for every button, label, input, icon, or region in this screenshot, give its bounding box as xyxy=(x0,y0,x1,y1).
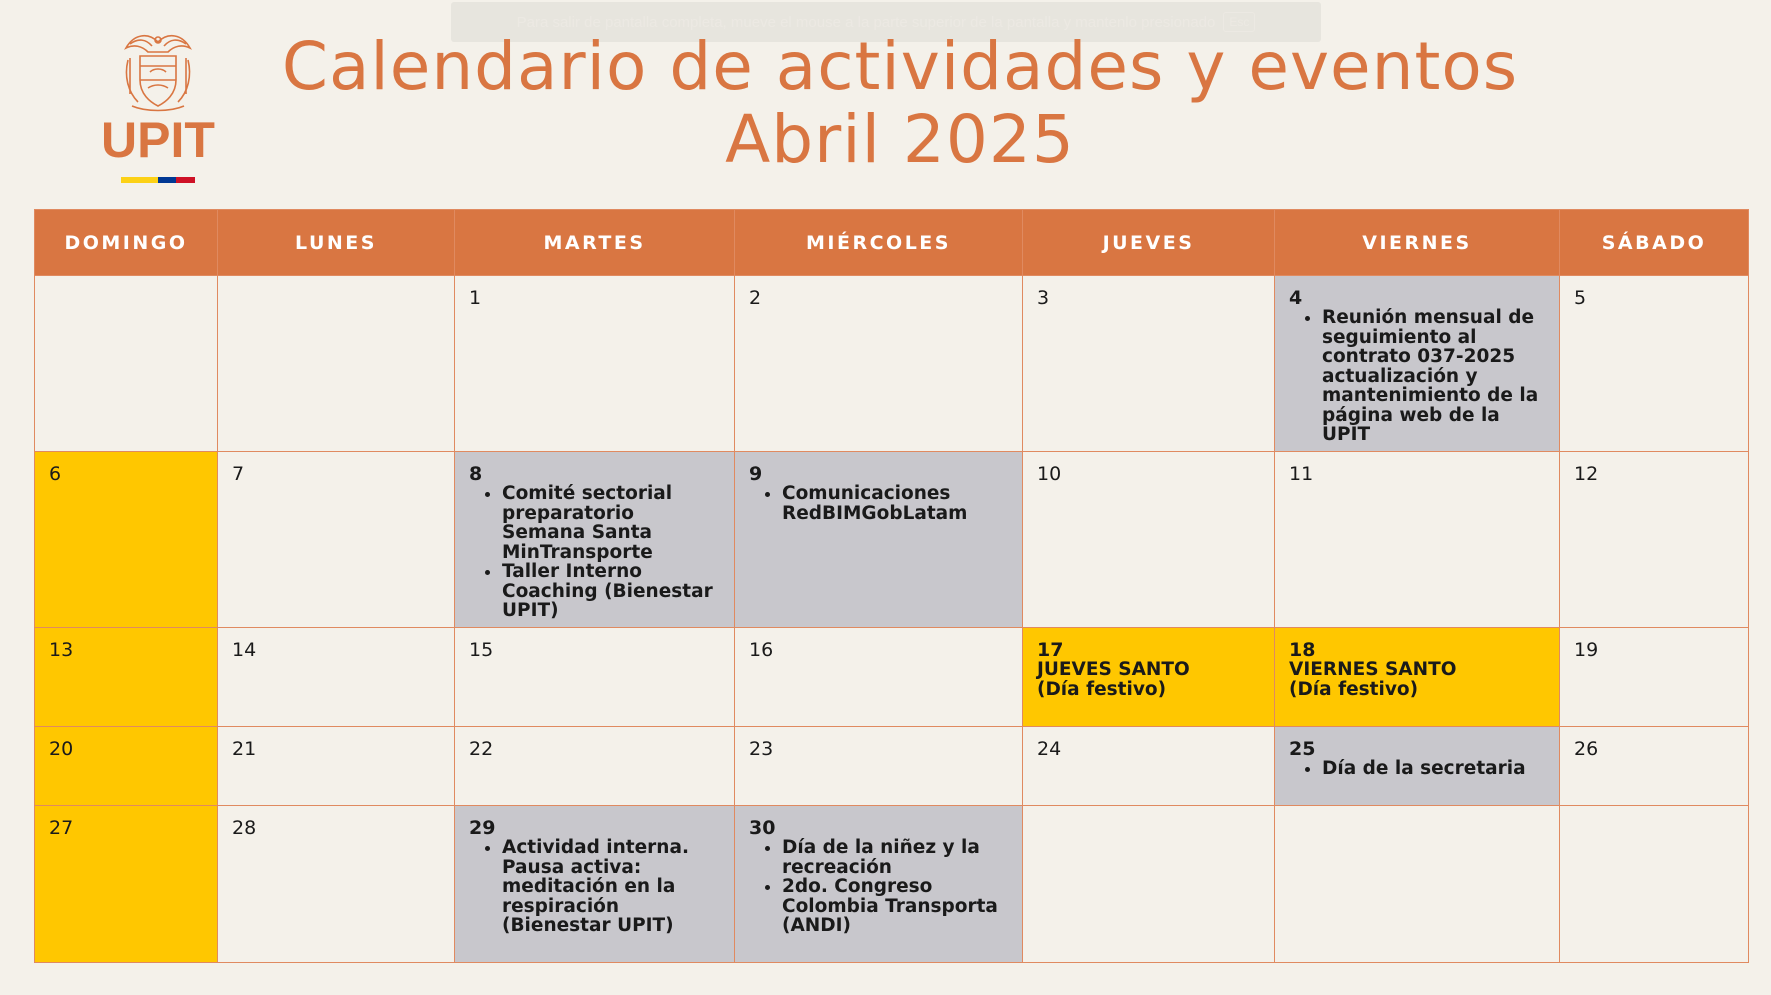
esc-key-hint: Esc xyxy=(1223,12,1255,32)
weekday-header: SÁBADO xyxy=(1560,210,1749,276)
weekday-header: DOMINGO xyxy=(35,210,218,276)
event-list xyxy=(1289,759,1547,779)
day-cell xyxy=(1560,276,1749,452)
sunday-cell xyxy=(35,806,218,963)
event-list xyxy=(749,484,1010,523)
colombia-coat-of-arms-icon xyxy=(120,30,196,112)
day-number: 7 xyxy=(232,463,245,485)
day-number: 23 xyxy=(749,738,774,760)
day-cell-event xyxy=(455,806,735,963)
fullscreen-notice-text: Para salir de pantalla completa, mueve el mouse a la parte superior de la pantalla y mantenlo presionado xyxy=(516,13,1216,31)
day-number: 3 xyxy=(1037,287,1050,309)
page-title xyxy=(200,30,1600,176)
title-line-2: Abril 2025 xyxy=(725,101,1075,178)
event-item: • Actividad interna. Pausa activa: meditación en la respiración (Bienestar UPIT) xyxy=(502,838,722,936)
day-cell xyxy=(1560,727,1749,806)
empty-day-cell xyxy=(1560,806,1749,963)
day-number: 20 xyxy=(49,738,74,760)
event-item: • Comunicaciones RedBIMGobLatam xyxy=(782,484,1010,523)
day-number: 2 xyxy=(749,287,762,309)
event-list xyxy=(749,838,1010,936)
holiday-note: (Día festivo) xyxy=(1037,679,1167,700)
day-cell xyxy=(455,727,735,806)
weekday-header-row xyxy=(35,210,1749,276)
colombia-flag-stripe xyxy=(121,177,195,183)
day-number: 14 xyxy=(232,639,257,661)
holiday-name: VIERNES SANTO xyxy=(1289,659,1457,680)
day-cell-event xyxy=(735,452,1023,628)
title-line-1: Calendario de actividades y eventos xyxy=(281,28,1519,105)
holiday-cell xyxy=(1023,628,1275,727)
day-number: 22 xyxy=(469,738,494,760)
day-cell xyxy=(218,727,455,806)
empty-day-cell xyxy=(1023,806,1275,963)
day-number: 12 xyxy=(1574,463,1599,485)
event-list xyxy=(469,484,722,621)
empty-day-cell xyxy=(35,276,218,452)
holiday-name: JUEVES SANTO xyxy=(1037,659,1190,680)
day-cell xyxy=(1560,628,1749,727)
weekday-header: JUEVES xyxy=(1023,210,1275,276)
event-item: • 2do. Congreso Colombia Transporta (ANDI) xyxy=(782,877,1010,936)
event-item: • Día de la niñez y la recreación xyxy=(782,838,1010,877)
event-item: • Taller Interno Coaching (Bienestar UPIT) xyxy=(502,562,722,621)
event-list xyxy=(469,838,722,936)
day-cell-event xyxy=(735,806,1023,963)
day-number: 29 xyxy=(469,817,496,839)
day-number: 18 xyxy=(1289,639,1316,661)
day-number: 6 xyxy=(49,463,62,485)
holiday-note: (Día festivo) xyxy=(1289,679,1419,700)
week-row xyxy=(35,806,1749,963)
day-cell xyxy=(1023,727,1275,806)
weekday-header: LUNES xyxy=(218,210,455,276)
day-cell-event xyxy=(1275,276,1560,452)
logo-wordmark: UPIT xyxy=(101,112,215,168)
day-number: 4 xyxy=(1289,287,1303,309)
day-number: 11 xyxy=(1289,463,1314,485)
day-cell xyxy=(455,628,735,727)
week-row xyxy=(35,628,1749,727)
day-number: 10 xyxy=(1037,463,1062,485)
day-cell xyxy=(218,452,455,628)
day-number: 25 xyxy=(1289,738,1316,760)
sunday-cell xyxy=(35,727,218,806)
day-cell xyxy=(218,806,455,963)
week-row xyxy=(35,727,1749,806)
day-number: 30 xyxy=(749,817,776,839)
day-number: 13 xyxy=(49,639,74,661)
weekday-header: MIÉRCOLES xyxy=(735,210,1023,276)
day-number: 19 xyxy=(1574,639,1599,661)
day-number: 1 xyxy=(469,287,482,309)
day-cell xyxy=(1023,276,1275,452)
sunday-cell xyxy=(35,628,218,727)
sunday-cell xyxy=(35,452,218,628)
day-number: 24 xyxy=(1037,738,1062,760)
day-number: 15 xyxy=(469,639,494,661)
day-number: 21 xyxy=(232,738,257,760)
day-cell xyxy=(218,628,455,727)
day-cell xyxy=(735,628,1023,727)
weekday-header: MARTES xyxy=(455,210,735,276)
day-cell xyxy=(1560,452,1749,628)
day-cell xyxy=(735,276,1023,452)
day-cell xyxy=(1275,452,1560,628)
day-number: 27 xyxy=(49,817,74,839)
empty-day-cell xyxy=(218,276,455,452)
day-number: 16 xyxy=(749,639,774,661)
day-cell xyxy=(455,276,735,452)
day-cell xyxy=(735,727,1023,806)
calendar-grid xyxy=(34,209,1749,963)
day-number: 28 xyxy=(232,817,257,839)
day-number: 17 xyxy=(1037,639,1064,661)
week-row xyxy=(35,452,1749,628)
event-item: • Reunión mensual de seguimiento al contrato 037-2025 actualización y mantenimiento de la página web de la UPIT xyxy=(1322,308,1547,445)
day-cell-event xyxy=(1275,727,1560,806)
empty-day-cell xyxy=(1275,806,1560,963)
weekday-header: VIERNES xyxy=(1275,210,1560,276)
week-row xyxy=(35,276,1749,452)
event-list xyxy=(1289,308,1547,445)
day-cell-event xyxy=(455,452,735,628)
event-item: • Día de la secretaria xyxy=(1322,759,1547,779)
day-cell xyxy=(1023,452,1275,628)
day-number: 26 xyxy=(1574,738,1599,760)
event-item: • Comité sectorial preparatorio Semana Santa MinTransporte xyxy=(502,484,722,562)
holiday-cell xyxy=(1275,628,1560,727)
day-number: 5 xyxy=(1574,287,1587,309)
day-number: 9 xyxy=(749,463,763,485)
day-number: 8 xyxy=(469,463,483,485)
